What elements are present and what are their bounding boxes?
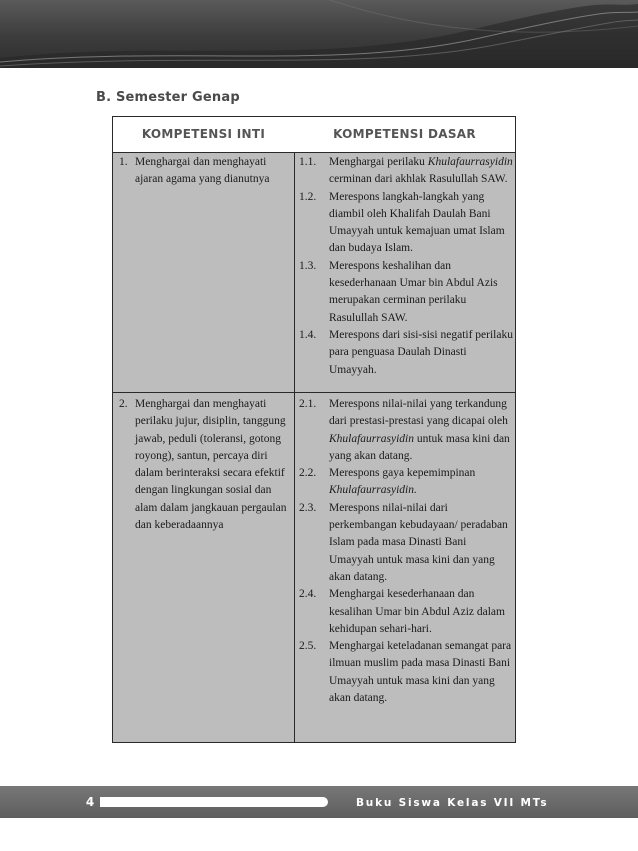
header-kompetensi-dasar: KOMPETENSI DASAR xyxy=(333,127,476,141)
page-number: 4 xyxy=(85,795,95,809)
kd-text: Merespons gaya kepemimpinan Khulafaurrasyidin. xyxy=(329,467,476,497)
section-title: B. Semester Genap xyxy=(96,90,240,105)
kd-number: 2.2. xyxy=(299,467,317,480)
kd-text: Menghargai perilaku Khulafaurrasyidin cerminan dari akhlak Rasulullah SAW. xyxy=(329,156,513,186)
kd-item xyxy=(299,189,513,258)
kd-text: Merespons keshalihan dan kesederhanaan Umar bin Abdul Azis merupakan cerminan perilaku Rasulullah SAW. xyxy=(329,259,498,324)
kd-text: Merespons dari sisi-sisi negatif perilaku para penguasa Daulah Dinasti Umayyah. xyxy=(329,328,513,376)
kd-text: Merespons langkah-langkah yang diambil oleh Khalifah Daulah Bani Umayyah untuk kemajuan umat Islam dan budaya Islam. xyxy=(329,190,505,255)
kd-item xyxy=(299,327,513,379)
kd-item xyxy=(299,258,513,327)
table-row-2-kd xyxy=(299,396,513,707)
kd-item xyxy=(299,396,513,465)
page-header-band xyxy=(0,0,638,68)
kd-item xyxy=(299,586,513,638)
kd-number: 2.3. xyxy=(299,501,317,514)
footer-accent-bar xyxy=(100,797,328,807)
ki-number: 1. xyxy=(119,156,128,168)
ki-text: Menghargai dan menghayati ajaran agama yang dianutnya xyxy=(135,156,270,186)
column-divider xyxy=(294,153,295,742)
kd-text: Menghargai kesederhanaan dan kesalihan Umar bin Abdul Aziz dalam kehidupan sehari-hari. xyxy=(329,588,505,635)
kd-number: 2.1. xyxy=(299,398,317,410)
header-kompetensi-inti: KOMPETENSI INTI xyxy=(141,127,266,141)
kd-emphasis: Khulafaurrasyidin xyxy=(427,156,513,168)
kd-number: 1.1. xyxy=(299,156,317,168)
kd-item xyxy=(299,154,513,189)
row-divider xyxy=(113,392,515,393)
ki-number: 2. xyxy=(119,398,128,410)
kd-number: 2.4. xyxy=(299,588,317,601)
kd-number: 1.2. xyxy=(299,190,317,203)
ki-text: Menghargai dan menghayati perilaku jujur, disiplin, tanggung jawab, peduli (toleransi, gotong royong), santun, percaya diri dalam berinteraksi secara efektif dengan lingkungan sosial dan alam dalam jangkauan pergaulan dan keberadaannya xyxy=(135,398,287,532)
kd-item xyxy=(299,500,513,586)
header-wave-decoration xyxy=(0,0,638,68)
kd-number: 2.5. xyxy=(299,640,317,653)
kd-emphasis: Khulafaurrasyidin. xyxy=(329,484,417,497)
kd-text: Merespons nilai-nilai dari perkembangan kebudayaan/ peradaban Islam pada masa Dinasti Bani Umayyah untuk masa kini dan yang akan datang. xyxy=(329,501,508,583)
competency-table xyxy=(112,116,516,743)
kd-text: Merespons nilai-nilai yang terkandung dari prestasi-prestasi yang dicapai oleh Khulafaurrasyidin untuk masa kini dan yang akan datang. xyxy=(329,398,510,462)
table-header xyxy=(113,117,515,153)
kd-item xyxy=(299,638,513,707)
kd-emphasis: Khulafaurrasyidin xyxy=(329,432,414,445)
footer-book-title: Buku Siswa Kelas VII MTs xyxy=(356,797,549,809)
table-row-1-kd xyxy=(299,154,513,379)
kd-number: 1.4. xyxy=(299,328,317,341)
kd-number: 1.3. xyxy=(299,259,317,272)
kd-item xyxy=(299,465,513,500)
kd-text: Menghargai keteladanan semangat para ilmuan muslim pada masa Dinasti Bani Umayyah untuk masa kini dan yang akan datang. xyxy=(329,640,512,705)
